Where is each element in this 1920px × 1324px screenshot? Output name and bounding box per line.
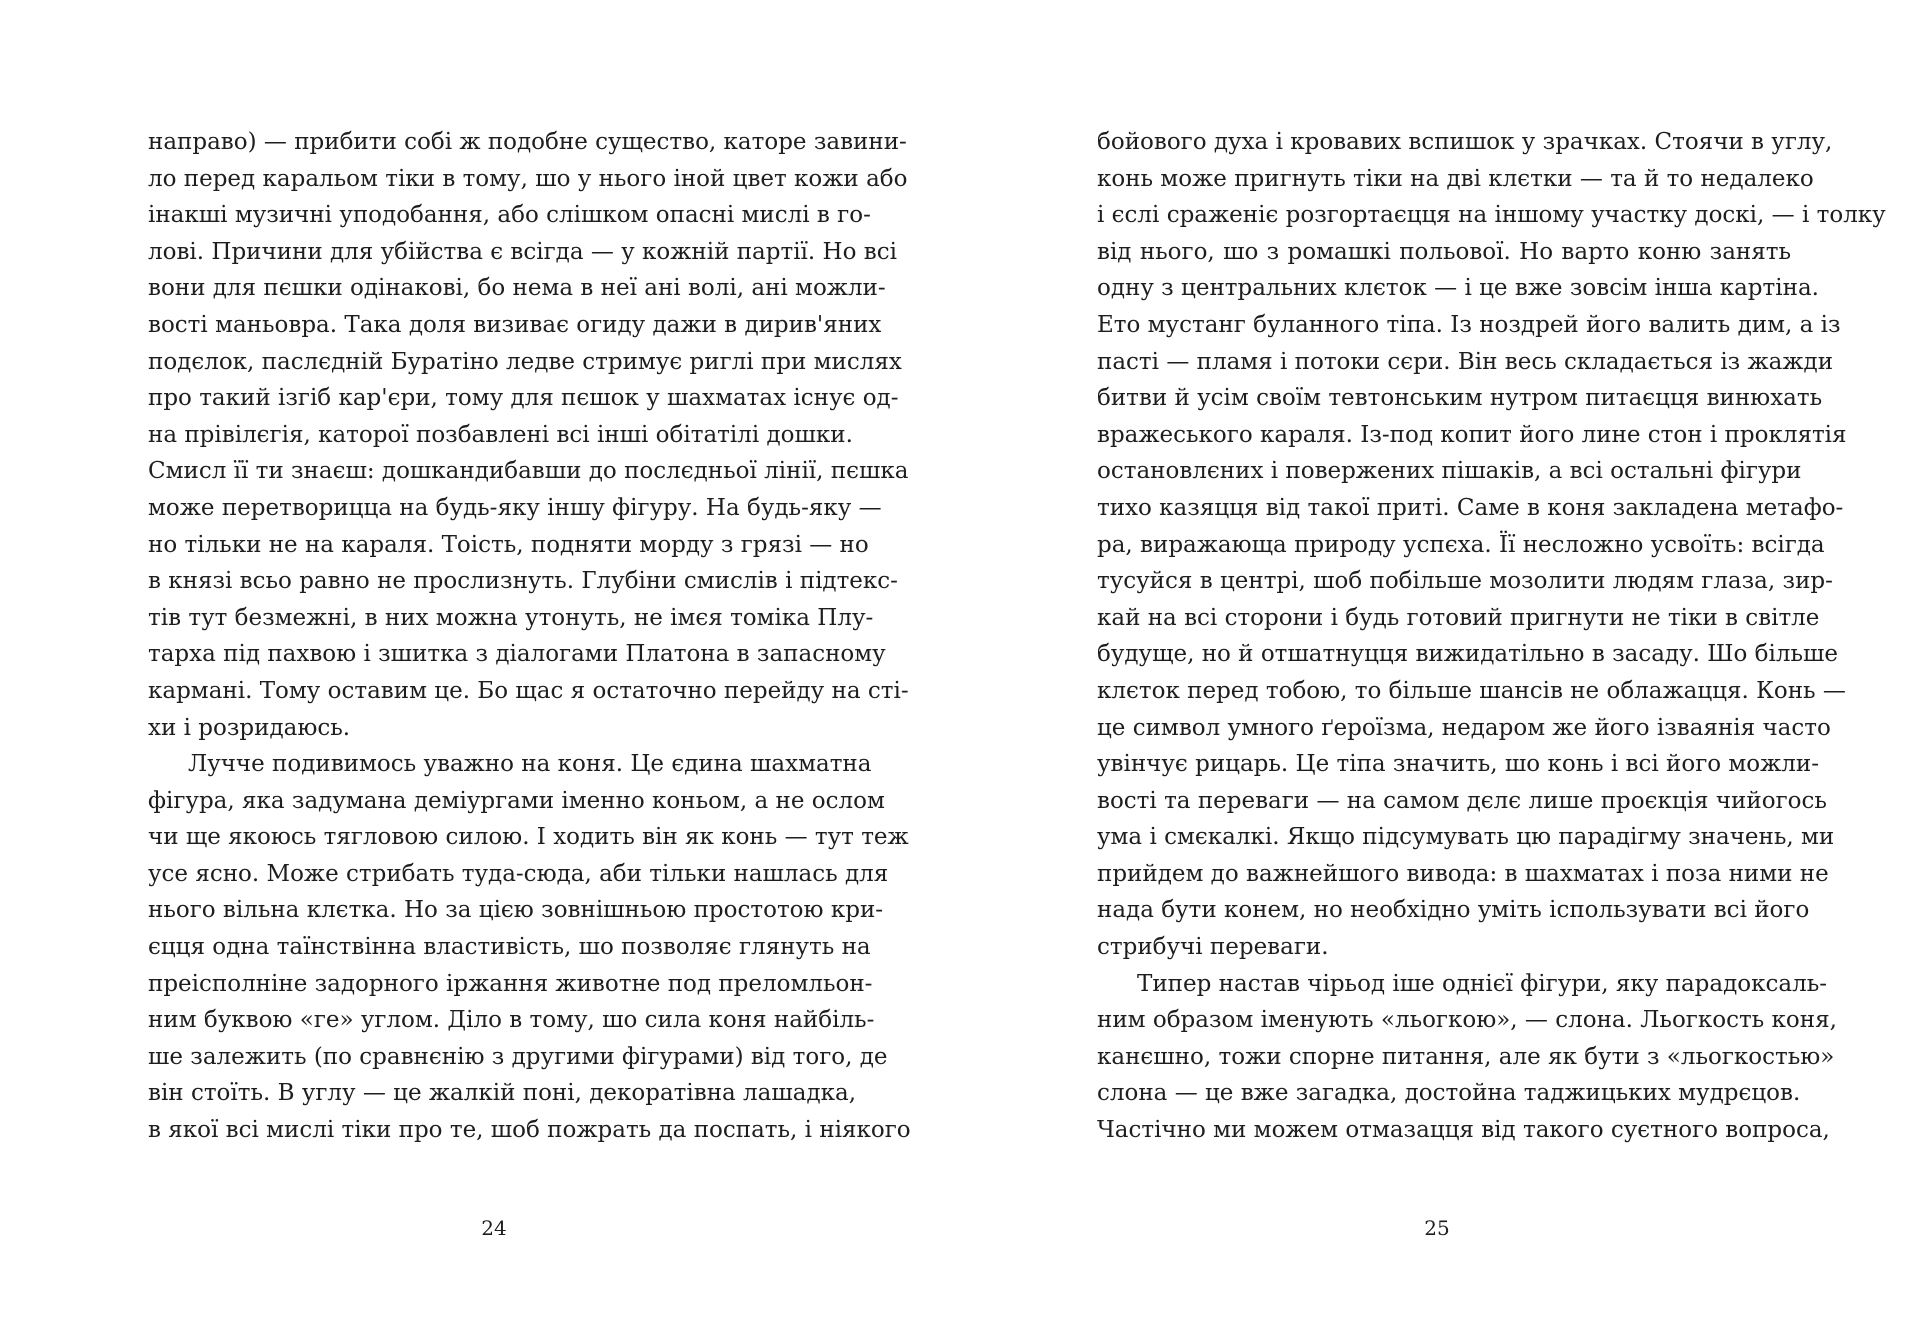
left-page-text [148,124,911,1149]
right-page [960,0,1920,1324]
text-line: одну з центральних клєток — і це вже зовсім інша картіна. [1097,275,1819,302]
text-line: хи і розридаюсь. [148,714,351,741]
text-line: ним буквою «ге» углом. Діло в тому, шо сила коня найбіль- [148,1007,875,1034]
text-line: інакші музичні уподобання, або слішком опасні мислі в го- [148,202,871,229]
text-line: прийдем до важнейшого вивода: в шахматах і поза ними не [1097,860,1829,887]
text-line: тарха під пахвою і зшитка з діалогами Платона в запасному [148,641,886,668]
text-line: він стоїть. В углу — це жалкій поні, декоратівна лашадка, [148,1080,857,1107]
text-line: це символ умного ґероїзма, недаром же його ізваянія часто [1097,714,1831,741]
text-line: бойового духа і кровавих вспишок у зрачках. Стоячи в углу, [1097,129,1833,155]
text-line: вості та переваги — на самом дєлє лише проєкція чийогось [1097,787,1827,814]
text-line: Частічно ми можем отмазацця від такого суєтного вопроса, [1097,1117,1830,1144]
text-line: може перетвориццa на будь-яку іншу фігуру. На будь-яку — [148,494,882,521]
text-line: в якої всі мислі тіки про те, шоб пожрать да поспать, і ніякого [148,1117,911,1144]
text-line: стрибучі переваги. [1097,934,1329,961]
text-line: преісполнінe задорного іржання животне под преломльон- [148,970,873,997]
text-line: вони для пєшки одінакові, бо нема в неї ані волі, ані можли- [148,275,886,302]
text-line: направо) — прибити собі ж подобне существо, каторе завини- [148,129,907,155]
left-page-number: 24 [481,1216,507,1240]
text-line: Ето мустанг буланного тіпа. Із ноздрей його валить дим, а із [1097,311,1841,338]
text-line: Лучче подивимось уважно на коня. Це єдина шахматна [188,751,872,778]
text-line: чи ще якоюсь тягловою силою. І ходить він як конь — тут теж [148,824,909,851]
text-line: про такий ізгіб кар'єри, тому для пєшок у шахматах існує од- [148,385,899,412]
text-line: тусуйся в центрі, шоб побільше мозолити людям глаза, зир- [1097,568,1833,595]
text-line: в князі всьо равно не прослизнуть. Глубіни смислів і підтекс- [148,568,898,595]
text-line: битви й усім своїм тевтонським нутром питаєцця винюхать [1097,385,1823,412]
text-line: вості маньовра. Така доля визиває огиду дажи в дирив'яних [148,311,882,338]
text-line: лові. Причини для убійства є всігда — у кожній партії. Но всі [148,238,897,265]
text-line: конь може пригнуть тіки на дві клєтки — та й то недалеко [1097,165,1814,192]
text-line: ним образом іменують «льогкою», — слона. Льогкость коня, [1097,1007,1837,1034]
text-line: вражеського караля. Із-под копит його лине стон і проклятія [1097,421,1847,448]
text-line: слона — це вже загадка, достойна таджицьких мудрєцов. [1097,1080,1801,1107]
text-line: увінчує рицарь. Це тіпа значить, шо конь і всі його можли- [1097,751,1820,778]
text-line: Типер настав чірьод іше однієї фігури, яку парадоксаль- [1137,970,1827,997]
text-line: фігура, яка задумана деміургами іменно коньом, а не ослом [148,787,885,814]
right-page-text [1097,124,1886,1149]
text-line: і єслі сражeніє розгортаєцця на іншому участку доскі, — і толку [1097,202,1886,229]
text-line: ло перед каральом тіки в тому, шо у нього іной цвет кожи або [148,165,908,192]
text-line: будуще, но й отшатнуцця вижидатільно в засаду. Шо більше [1097,641,1838,668]
text-line: на прівілєгія, каторої позбавлені всі інші обітатілі дошки. [148,421,853,448]
text-line: ше залежить (по сравнєнію з другими фігурами) від того, де [148,1043,888,1070]
text-line: усе ясно. Може стрибать туда-сюда, аби тільки нашлась для [148,860,889,887]
text-line: єцця одна таїнствінна властивість, шо позволяє глянуть на [148,934,871,961]
text-line: канєшно, тожи спорне питання, але як бути з «льогкостью» [1097,1043,1835,1070]
text-line: остановлєних і повержених пішаків, а всі остальні фігури [1097,458,1802,485]
text-line: Смисл її ти знаєш: дошкандибавши до послєдньої лінії, пєшка [148,458,909,485]
text-line: нада бути конем, но необхідно уміть іспользувати всі його [1097,897,1810,924]
text-line: подєлок, паслєдній Буратіно ледве стримує риглі при мислях [148,348,902,375]
text-line: ра, виражающа природу успєха. Її несложно усвоїть: всігда [1097,531,1825,558]
text-line: ума і смєкалкі. Якщо підсумувать цю парадігму значень, ми [1097,824,1835,851]
text-line: нього вільна клєтка. Но за цією зовнішньою простотою кри- [148,897,884,924]
text-line: кай на всі сторони і будь готовий пригнути не тіки в світле [1097,604,1820,631]
text-line: тихо казяцця від такої приті. Саме в коня закладена метафо- [1097,494,1844,521]
text-line: пасті — пламя і потоки сєри. Він весь складається із жажди [1097,348,1834,375]
text-line: клєток перед тобою, то більше шансів не облажацця. Конь — [1097,677,1846,704]
text-line: від нього, шо з ромашкі польової. Но варто коню занять [1097,238,1791,265]
text-line: тів тут безмежні, в них можна утонуть, не імєя томіка Плу- [148,604,874,631]
text-line: кармані. Тому оставим це. Бо щас я остаточно перейду на сті- [148,677,909,704]
text-line: но тільки не на караля. Тоість, подняти морду з грязі — но [148,531,869,558]
right-page-number: 25 [1424,1216,1450,1240]
